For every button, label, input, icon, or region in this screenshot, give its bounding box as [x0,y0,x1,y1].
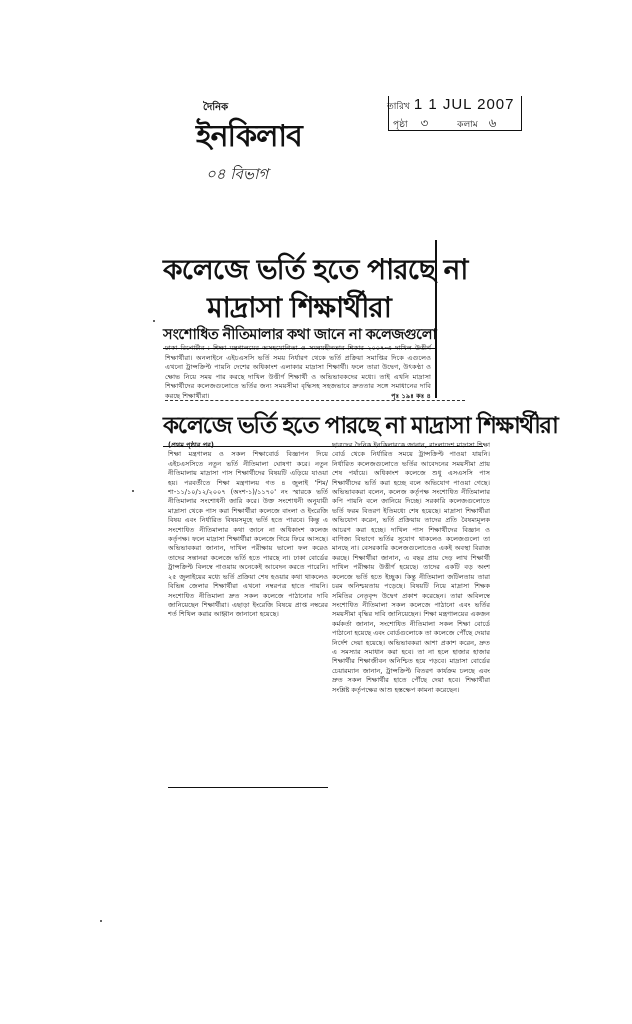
continued-headline: কলেজে ভর্তি হতে পারছে না মাদ্রাসা শিক্ষার্থীরা [163,407,483,447]
date-stamp-box [388,96,522,131]
scan-speck [132,490,134,492]
article-column-left [168,441,328,786]
jump-reference: পৃঃ ১৯ঃ কঃ ৪ [391,391,431,400]
page-value: ৩ [420,116,429,130]
date-value: 1 1 JUL 2007 [413,96,515,113]
column-value: ৬ [488,116,497,130]
scan-speck [100,920,102,922]
headline-line1: কলেজে ভর্তি হতে পারছে না [163,253,468,286]
column-label: কলাম [457,120,478,130]
end-rule [168,787,328,788]
date-label: তারিখ [387,102,410,112]
handwritten-note: ০৪ বিভাগ [206,165,269,183]
newspaper-name: ইনকিলাব [196,119,302,154]
divider [165,400,465,401]
lead-paragraph [165,344,431,401]
article-column-right [332,441,490,1001]
front-article [163,240,468,400]
newspaper-daily-label: দৈনিক [203,102,229,113]
column-right-text: ছাত্রদের দৈনিক ইনকিলাবকে জানান, বাংলাদেশ মাদ্রাসা শিক্ষা বোর্ড থেকে নির্ধারিত সময়ে ট্রান্সক্রিপ্ট পাওয়া যায়নি। নির্ধারিত কলেজগুলোতে ভর্তির আবেদনের সময়সীমা প্রায় শেষ পর্যায়ে। অধিকাংশ কলেজে শুধু এসএসসি পাস শিক্ষার্থীদের ভর্তি করা হচ্ছে বলে অভিযোগ পাওয়া গেছে। অভিভাবকরা বলেন, কলেজ কর্তৃপক্ষ সংশোধিত নীতিমালার কপি পায়নি বলে জানিয়ে দিচ্ছে। সরকারি কলেজগুলোতে ভর্তি ফরম বিতরণ ইতিমধ্যে শেষ হয়েছে। মাদ্রাসা শিক্ষার্থীরা অভিযোগ করেন, ভর্তি প্রক্রিয়ায় তাদের প্রতি বৈষম্যমূলক আচরণ করা হচ্ছে। দাখিল পাস শিক্ষার্থীদের বিজ্ঞান ও বাণিজ্য বিভাগে ভর্তির সুযোগ থাকলেও কলেজগুলো তা মানছে না। বেসরকারি কলেজগুলোতেও একই অবস্থা বিরাজ করছে। শিক্ষার্থীরা জানান, এ বছর প্রায় দেড় লাখ শিক্ষার্থী দাখিল পরীক্ষায় উত্তীর্ণ হয়েছে। তাদের একটি বড় অংশ কলেজে ভর্তি হতে ইচ্ছুক। কিন্তু নীতিমালা জটিলতায় তারা চরম অনিশ্চয়তায় পড়েছে। বিষয়টি নিয়ে মাদ্রাসা শিক্ষক সমিতির নেতৃবৃন্দ উদ্বেগ প্রকাশ করেছেন। তারা অবিলম্বে সংশোধিত নীতিমালা সকল কলেজে পাঠানো এবং ভর্তির সময়সীমা বৃদ্ধির দাবি জানিয়েছেন। শিক্ষা মন্ত্রণালয়ের একজন কর্মকর্তা জানান, সংশোধিত নীতিমালা সকল শিক্ষা বোর্ডে পাঠানো হয়েছে এবং বোর্ডগুলোকে তা কলেজে পৌঁছে দেয়ার নির্দেশ দেয়া হয়েছে। অভিভাবকরা আশা প্রকাশ করেন, দ্রুত এ সমস্যার সমাধান করা হবে। তা না হলে হাজার হাজার শিক্ষার্থীর শিক্ষাজীবন অনিশ্চিত হয়ে পড়বে। মাদ্রাসা বোর্ডের চেয়ারম্যান জানান, ট্রান্সক্রিপ্ট বিতরণ কার্যক্রম চলছে এবং দ্রুত সকল শিক্ষার্থীর হাতে পৌঁছে দেয়া হবে। শিক্ষার্থীরা সংশ্লিষ্ট কর্তৃপক্ষের আশু হস্তক্ষেপ কামনা করেছেন। [332,441,490,694]
subheadline: সংশোধিত নীতিমালার কথা জানে না কলেজগুলো [163,324,435,349]
column-left-text: শিক্ষা মন্ত্রণালয় ও সকল শিক্ষাবোর্ড বিজ্ঞাপন দিয়ে এইচএসসিতে নতুন ভর্তি নীতিমালা ঘোষণা করে। নতুন নীতিমালায় মাদ্রাসা পাস শিক্ষার্থীদের বিষয়টি এড়িয়ে যাওয়া হয়। পরবর্তীতে শিক্ষা মন্ত্রণালয় গত ৪ জুলাই 'শিম/শা-১১/১০/১২/২০০৭ (অংশ-১)/১১৭০' নং স্মারকে ভর্তি নীতিমালার সংশোধনী জারি করে। উক্ত সংশোধনী অনুযায়ী মাদ্রাসা থেকে পাস করা শিক্ষার্থীরা কলেজে বাংলা ও ইংরেজি বিষয় এবং নির্ধারিত বিষয়সমূহে ভর্তি হতে পারবে। কিন্তু এ সংশোধিত নীতিমালার কথা জানে না অধিকাংশ কলেজ কর্তৃপক্ষ। ফলে মাদ্রাসা শিক্ষার্থীরা কলেজে গিয়ে ফিরে আসছে। অভিভাবকরা জানান, দাখিল পরীক্ষায় ভালো ফল করেও তাদের সন্তানরা কলেজে ভর্তি হতে পারছে না। ঢাকা বোর্ডের ট্রান্সক্রিপ্ট বিলম্বে পাওয়ায় অনেকেই আবেদন করতে পারেনি। ২৫ জুলাইয়ের মধ্যে ভর্তি প্রক্রিয়া শেষ হওয়ার কথা থাকলেও বিভিন্ন জেলার শিক্ষার্থীরা এখনো নম্বরপত্র হাতে পায়নি। সংশোধিত নীতিমালা দ্রুত সকল কলেজে পাঠানোর দাবি জানিয়েছেন শিক্ষার্থীরা। এছাড়া ইংরেজি বিষয়ে প্রাপ্ত নম্বরের শর্ত শিথিল করার আহ্বান জানানো হয়েছে। [168,450,328,619]
headline-line2: মাদ্রাসা শিক্ষার্থীরা [207,291,391,324]
lead-text: ঢাকা রিপোর্টার : শিক্ষা মন্ত্রণালয়ের অসহযোগিতা ও সমন্বয়হীনতার শিকার ২০০৭-এ দাখিল উত্তীর্ণ শিক্ষার্থীরা। অনলাইনে এইচএসসি ভর্তি সময় নির্ধারণ থেকে ভর্তি প্রক্রিয়া সমাপ্তির দিকে এগুলেও এখনো ট্রান্সক্রিপ্ট পায়নি দেশের অধিকাংশ এলাকার মাদ্রাসা শিক্ষার্থী। ফলে তারা উদ্বেগ, উৎকণ্ঠা ও ক্ষোভ নিয়ে সময় পার করছে দাখিল উত্তীর্ণ শিক্ষার্থী ও অভিভাবকদের মধ্যে। তাই এখনি মাদ্রাসা শিক্ষার্থীদের কলেজগুলোতে ভর্তির জন্য সময়সীমা বৃদ্ধিসহ সহজভাবে দ্রুততার সঙ্গে সমাধানের দাবি করছে শিক্ষার্থীরা। [165,344,431,400]
scan-speck [153,320,155,322]
page-label: পৃষ্ঠা [393,120,408,130]
byline: (প্রথম পৃষ্ঠার পর) [168,441,214,449]
